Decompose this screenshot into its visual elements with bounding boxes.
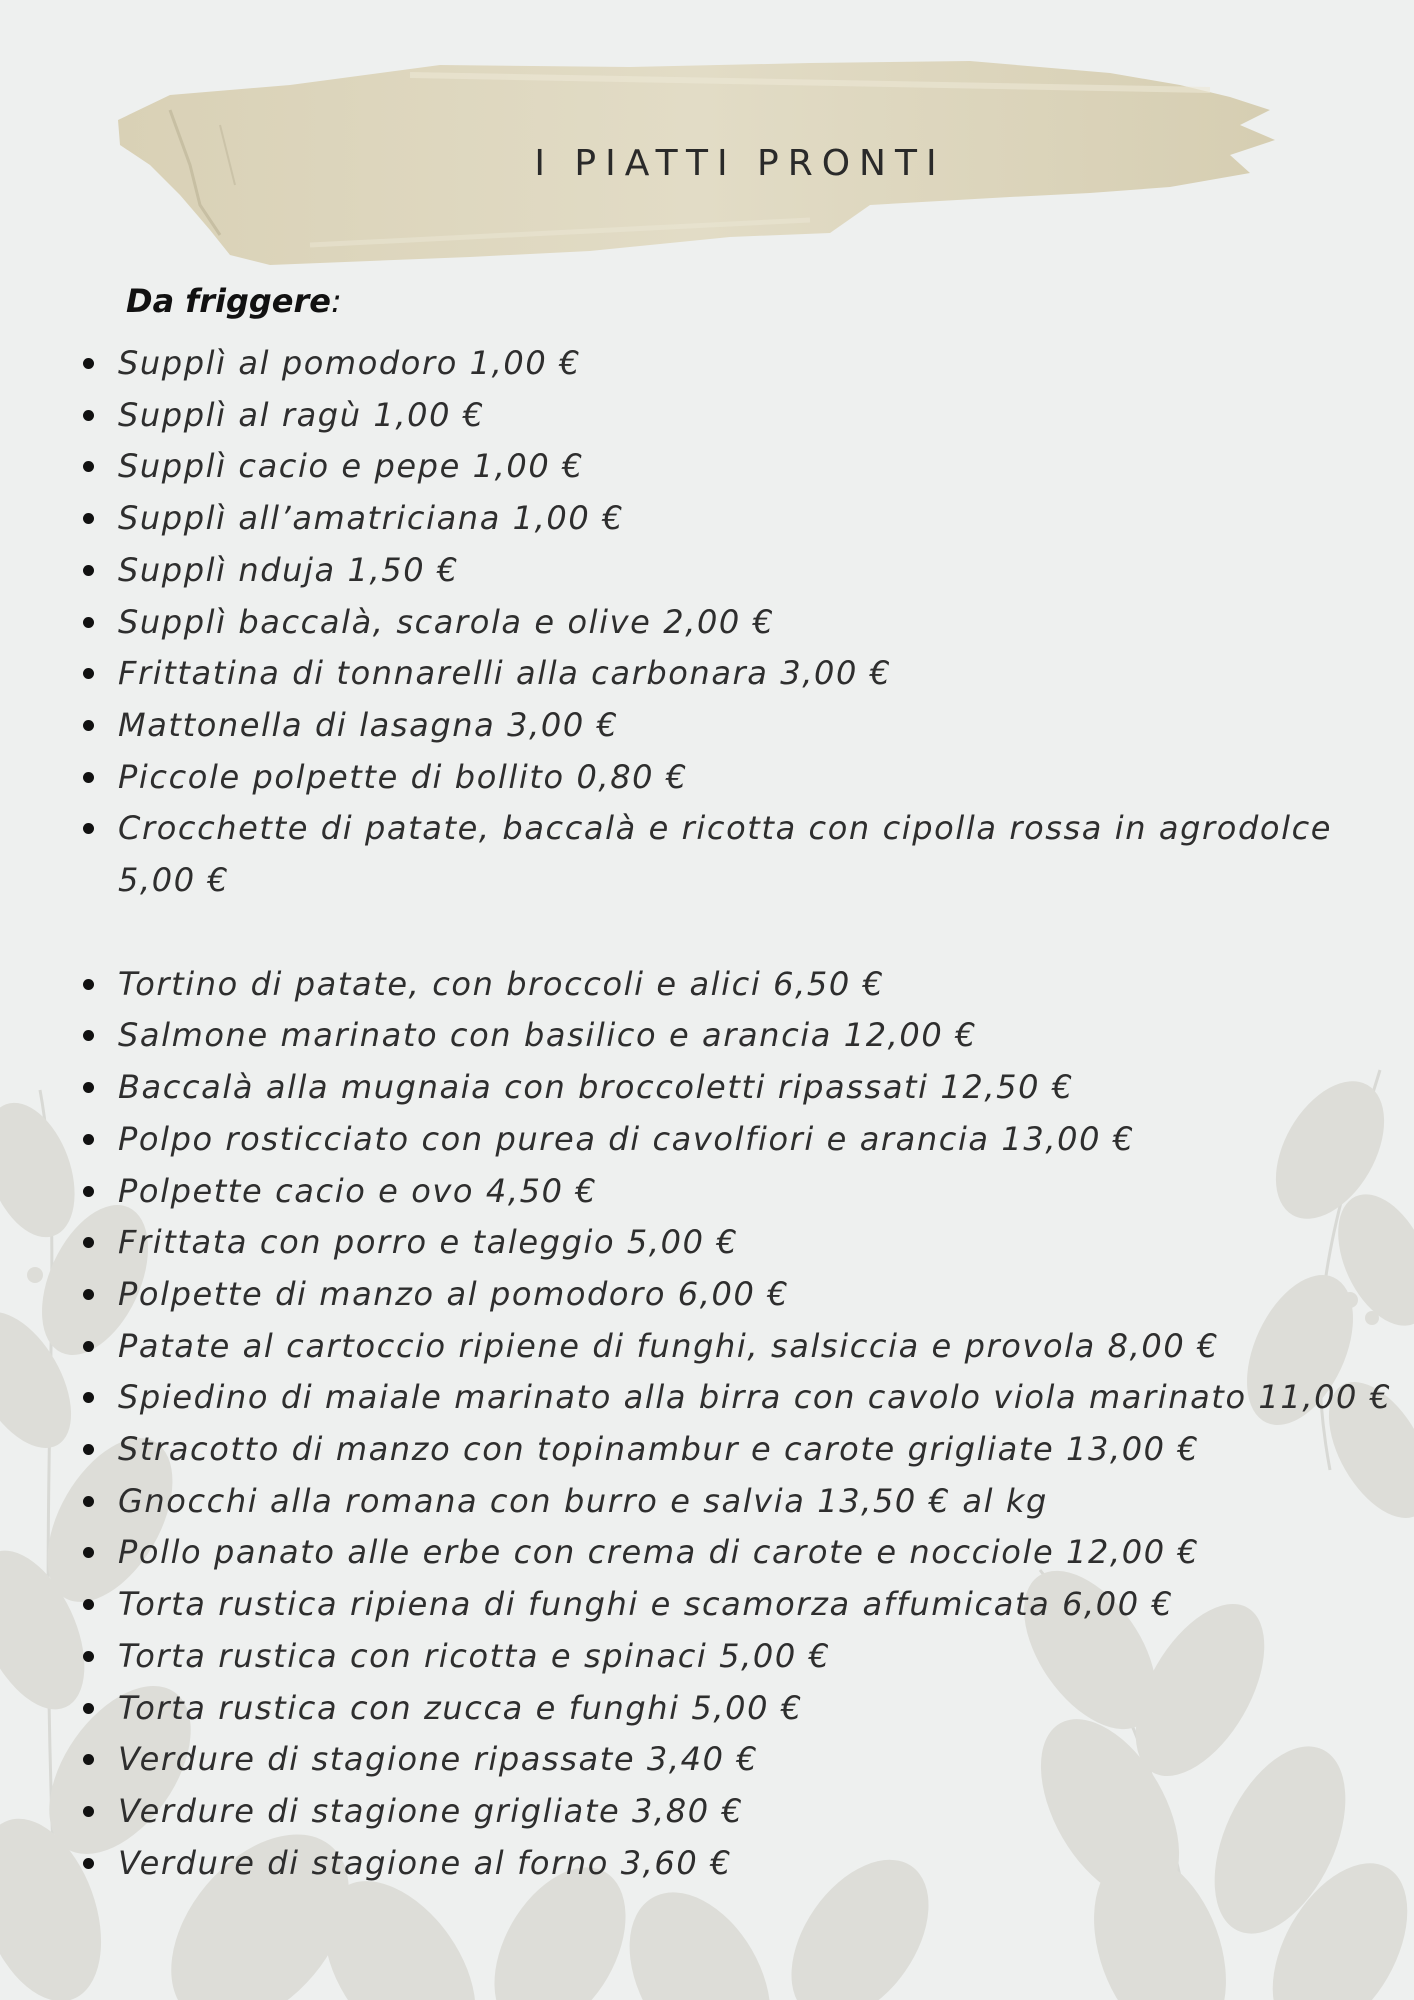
- list-item: [0, 648, 1414, 700]
- bullet-icon: [83, 1289, 94, 1300]
- bullet-icon: [83, 1237, 94, 1248]
- menu-item-text: Torta rustica ripiena di funghi e scamorza affumicata 6,00 €: [118, 1585, 1174, 1624]
- menu-item-text: Frittatina di tonnarelli alla carbonara 3,00 €: [118, 654, 892, 693]
- bullet-icon: [83, 565, 94, 576]
- menu-content: [0, 282, 1414, 1889]
- menu-item-text: Polpette di manzo al pomodoro 6,00 €: [118, 1274, 790, 1313]
- list-item: [0, 803, 1414, 906]
- list-item: [0, 959, 1414, 1011]
- bullet-icon: [83, 1341, 94, 1352]
- bullet-icon: [83, 358, 94, 369]
- menu-item-text: Patate al cartoccio ripiene di funghi, salsiccia e provola 8,00 €: [118, 1326, 1220, 1365]
- menu-item-text: Spiedino di maiale marinato alla birra con cavolo viola marinato 11,00 €: [118, 1378, 1392, 1417]
- list-item: [0, 1527, 1414, 1579]
- bullet-icon: [83, 1444, 94, 1455]
- menu-item-text: Gnocchi alla romana con burro e salvia 13,50 € al kg: [118, 1481, 1048, 1520]
- menu-item-text: Stracotto di manzo con topinambur e carote grigliate 13,00 €: [118, 1430, 1200, 1469]
- title-banner: [110, 55, 1290, 270]
- menu-item-text: Tortino di patate, con broccoli e alici 6,50 €: [118, 964, 885, 1003]
- menu-item-text: Supplì nduja 1,50 €: [118, 550, 459, 589]
- list-item: [0, 1786, 1414, 1838]
- list-item: [0, 752, 1414, 804]
- bullet-icon: [83, 1186, 94, 1197]
- list-item: [0, 1010, 1414, 1062]
- bullet-icon: [83, 513, 94, 524]
- bullet-icon: [83, 979, 94, 990]
- bullet-icon: [83, 1547, 94, 1558]
- page-title: I PIATTI PRONTI: [534, 143, 946, 184]
- list-item: [0, 597, 1414, 649]
- bullet-icon: [83, 1082, 94, 1093]
- menu-item-text: Verdure di stagione grigliate 3,80 €: [118, 1791, 744, 1830]
- menu-item-text: Torta rustica con ricotta e spinaci 5,00 €: [118, 1636, 831, 1675]
- list-item: [0, 338, 1414, 390]
- menu-item-text: Piccole polpette di bollito 0,80 €: [118, 757, 688, 796]
- bullet-icon: [83, 772, 94, 783]
- list-item: [0, 1217, 1414, 1269]
- list-item: [0, 1269, 1414, 1321]
- bullet-icon: [83, 1599, 94, 1610]
- bullet-icon: [83, 1134, 94, 1145]
- menu-item-text: Supplì baccalà, scarola e olive 2,00 €: [118, 602, 775, 641]
- fried-items-list: [0, 338, 1414, 907]
- list-item: [0, 1838, 1414, 1890]
- menu-item-text: Frittata con porro e taleggio 5,00 €: [118, 1223, 739, 1262]
- menu-item-text: Verdure di stagione ripassate 3,40 €: [118, 1740, 759, 1779]
- menu-item-text: Supplì all’amatriciana 1,00 €: [118, 499, 625, 538]
- list-item: [0, 1424, 1414, 1476]
- ready-items-list: [0, 959, 1414, 1890]
- menu-item-text: Salmone marinato con basilico e arancia 12,00 €: [118, 1016, 978, 1055]
- list-item: [0, 441, 1414, 493]
- bullet-icon: [83, 410, 94, 421]
- list-item: [0, 1166, 1414, 1218]
- list-item: [0, 1062, 1414, 1114]
- menu-item-text: Supplì al ragù 1,00 €: [118, 395, 485, 434]
- menu-item-text: Crocchette di patate, baccalà e ricotta con cipolla rossa in agrodolce 5,00 €: [118, 809, 1333, 900]
- list-item: [0, 1372, 1414, 1424]
- section-heading-colon: :: [330, 282, 342, 320]
- bullet-icon: [83, 720, 94, 731]
- list-item: [0, 1734, 1414, 1786]
- menu-item-text: Supplì cacio e pepe 1,00 €: [118, 447, 585, 486]
- list-item: [0, 700, 1414, 752]
- bullet-icon: [83, 461, 94, 472]
- section-heading-label: Da friggere: [126, 282, 331, 320]
- list-item: [0, 1683, 1414, 1735]
- section-heading-fried: [126, 282, 1414, 338]
- list-item: [0, 1114, 1414, 1166]
- list-item: [0, 1476, 1414, 1528]
- menu-item-text: Torta rustica con zucca e funghi 5,00 €: [118, 1688, 803, 1727]
- menu-item-text: Pollo panato alle erbe con crema di carote e nocciole 12,00 €: [118, 1533, 1200, 1572]
- bullet-icon: [83, 1392, 94, 1403]
- list-spacer: [0, 907, 1414, 959]
- bullet-icon: [83, 1651, 94, 1662]
- bullet-icon: [83, 823, 94, 834]
- bullet-icon: [83, 668, 94, 679]
- menu-item-text: Baccalà alla mugnaia con broccoletti ripassati 12,50 €: [118, 1068, 1074, 1107]
- bullet-icon: [83, 1858, 94, 1869]
- menu-item-text: Verdure di stagione al forno 3,60 €: [118, 1843, 733, 1882]
- bullet-icon: [83, 1754, 94, 1765]
- bullet-icon: [83, 1806, 94, 1817]
- list-item: [0, 1579, 1414, 1631]
- menu-item-text: Mattonella di lasagna 3,00 €: [118, 705, 619, 744]
- menu-item-text: Supplì al pomodoro 1,00 €: [118, 344, 582, 382]
- list-item: [0, 545, 1414, 597]
- menu-item-text: Polpo rosticciato con purea di cavolfiori e arancia 13,00 €: [118, 1119, 1135, 1158]
- list-item: [0, 493, 1414, 545]
- list-item: [0, 390, 1414, 442]
- list-item: [0, 1631, 1414, 1683]
- bullet-icon: [83, 617, 94, 628]
- bullet-icon: [83, 1030, 94, 1041]
- bullet-icon: [83, 1703, 94, 1714]
- bullet-icon: [83, 1496, 94, 1507]
- menu-item-text: Polpette cacio e ovo 4,50 €: [118, 1171, 598, 1210]
- list-item: [0, 1321, 1414, 1373]
